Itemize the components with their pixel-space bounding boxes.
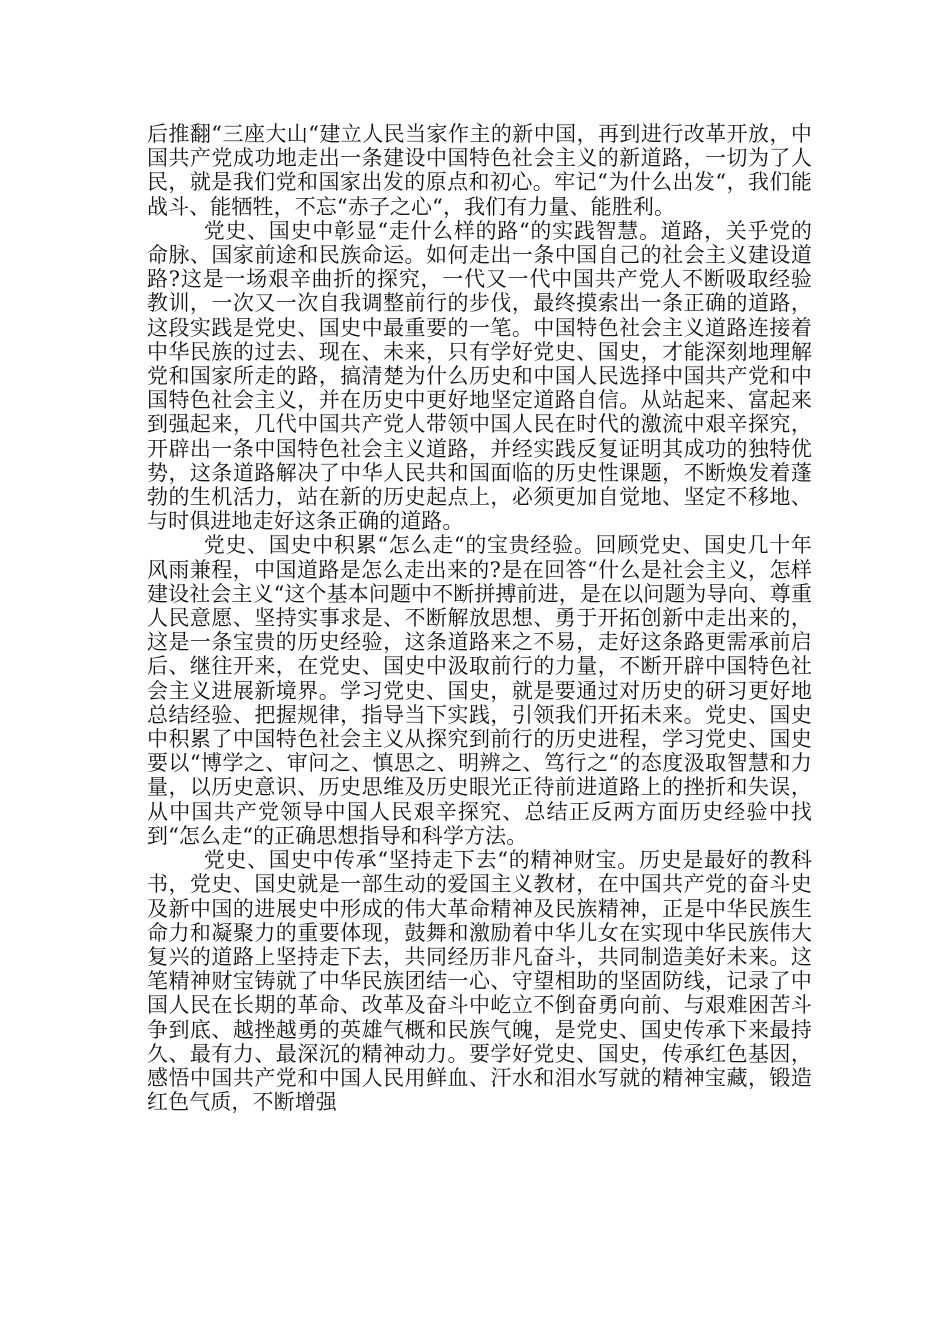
paragraph: 党史、国史中传承“坚持走下去“的精神财宝。历史是最好的教科书，党史、国史就是一部生动的爱国主义教材，在中国共产党的奋斗史及新中国的进展史中形成的伟大革命精神及民族精神，正是中华民族生命力和凝聚力的重要体现，鼓舞和激励着中华儿女在实现中华民族伟大复兴的道路上坚持走下去，共同经历非凡奋斗，共同制造美好未来。这笔精神财宝铸就了中华民族团结一心、守望相助的坚固防线，记录了中国人民在长期的革命、改革及奋斗中屹立不倒奋勇向前、与艰难困苦斗争到底、越挫越勇的英雄气概和民族气魄，是党史、国史传承下来最持久、最有力、最深沉的精神动力。要学好党史、国史，传承红色基因，感悟中国共产党和中国人民用鲜血、汗水和泪水写就的精神宝藏，锻造红色气质，不断增强: [147, 848, 812, 1115]
paragraph: 后推翻“三座大山“建立人民当家作主的新中国，再到进行改革开放，中国共产党成功地走出一条建设中国特色社会主义的新道路，一切为了人民，就是我们党和国家出发的原点和初心。牢记“为什么出发“，我们能战斗、能牺牲，不忘“赤子之心“，我们有力量、能胜利。: [147, 122, 812, 219]
paragraph: 党史、国史中积累“怎么走“的宝贵经验。回顾党史、国史几十年风雨兼程，中国道路是怎么走出来的?是在回答“什么是社会主义，怎样建设社会主义“这个基本问题中不断拼搏前进，是在以问题为导向、尊重人民意愿、坚持实事求是、不断解放思想、勇于开拓创新中走出来的，这是一条宝贵的历史经验，这条道路来之不易，走好这条路更需承前启后、继往开来，在党史、国史中汲取前行的力量，不断开辟中国特色社会主义进展新境界。学习党史、国史，就是要通过对历史的研习更好地总结经验、把握规律，指导当下实践，引领我们开拓未来。党史、国史中积累了中国特色社会主义从探究到前行的历史进程，学习党史、国史要以“博学之、审问之、慎思之、明辨之、笃行之“的态度汲取智慧和力量，以历史意识、历史思维及历史眼光正待前进道路上的挫折和失误，从中国共产党领导中国人民艰辛探究、总结正反两方面历史经验中找到“怎么走“的正确思想指导和科学方法。: [147, 533, 812, 848]
document-body: [147, 122, 812, 1114]
paragraph: 党史、国史中彰显“走什么样的路“的实践智慧。道路，关乎党的命脉、国家前途和民族命运。如何走出一条中国自己的社会主义建设道路?这是一场艰辛曲折的探究，一代又一代中国共产党人不断吸取经验教训，一次又一次自我调整前行的步伐，最终摸索出一条正确的道路，这段实践是党史、国史中最重要的一笔。中国特色社会主义道路连接着中华民族的过去、现在、未来，只有学好党史、国史，才能深刻地理解党和国家所走的路，搞清楚为什么历史和中国人民选择中国共产党和中国特色社会主义，并在历史中更好地坚定道路自信。从站起来、富起来到强起来，几代中国共产党人带领中国人民在时代的激流中艰辛探究，开辟出一条中国特色社会主义道路，并经实践反复证明其成功的独特优势，这条道路解决了中华人民共和国面临的历史性课题，不断焕发着蓬勃的生机活力，站在新的历史起点上，必须更加自觉地、坚定不移地、与时俱进地走好这条正确的道路。: [147, 218, 812, 534]
